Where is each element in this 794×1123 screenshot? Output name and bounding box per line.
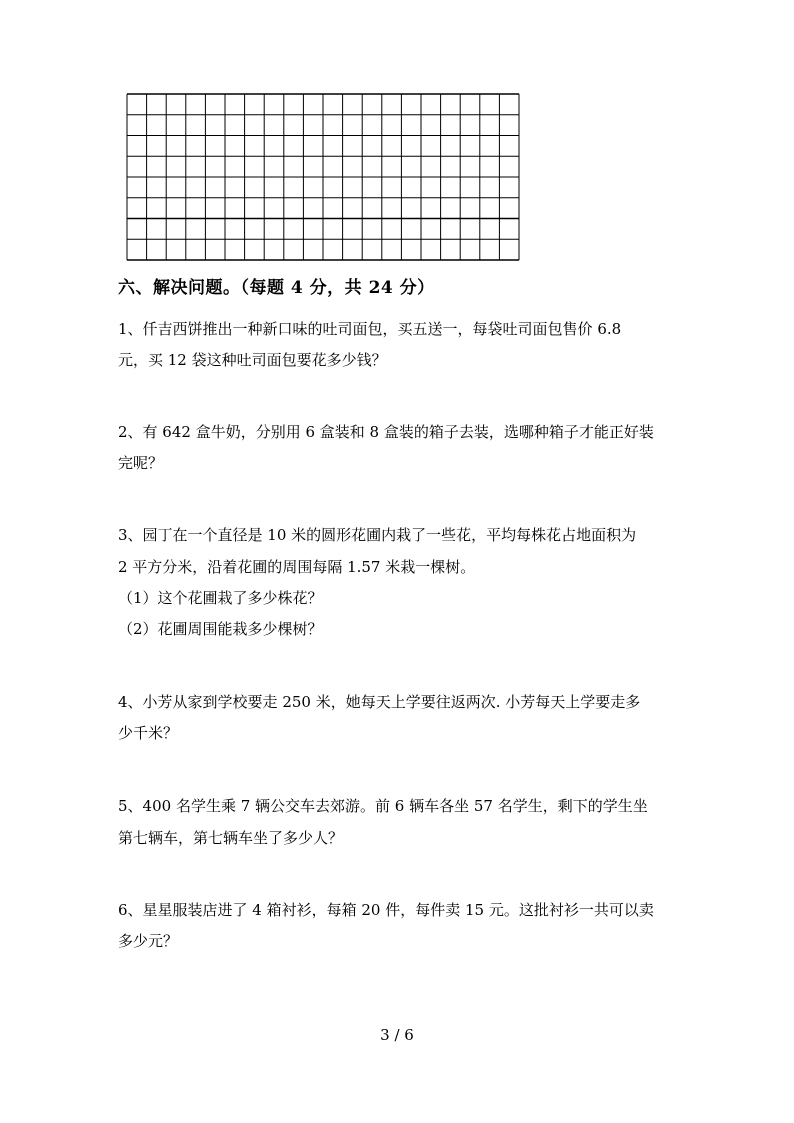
page-number: 3 / 6	[380, 1026, 414, 1044]
question-text-line: 第七辆车，第七辆车坐了多少人？	[118, 829, 344, 847]
question-text-line: 完呢？	[118, 454, 164, 472]
question-text-line: 元，买 12 袋这种吐司面包要花多少钱？	[118, 351, 387, 369]
question-text-line: 2 平方分米，沿着花圃的周围每隔 1.57 米栽一棵树。	[118, 558, 476, 576]
question-text-line: 3、园丁在一个直径是 10 米的圆形花圃内栽了一些花，平均每株花占地面积为	[118, 526, 637, 544]
section-title: 六、解决问题。（每题 4 分，共 24 分）	[118, 278, 435, 298]
question-text-line: 4、小芳从家到学校要走 250 米，她每天上学要往返两次. 小芳每天上学要走多	[118, 693, 641, 711]
question-text-line: 2、有 642 盒牛奶，分别用 6 盒装和 8 盒装的箱子去装，选哪种箱子才能正好装	[118, 423, 654, 441]
writing-grid	[126, 93, 522, 261]
subquestion-1: （1）这个花圃栽了多少株花？	[118, 589, 323, 607]
question-text-line: 5、400 名学生乘 7 辆公交车去郊游。前 6 辆车各坐 57 名学生，剩下的学生坐	[118, 797, 648, 815]
question-text-line: 1、仟吉西饼推出一种新口味的吐司面包，买五送一，每袋吐司面包售价 6.8	[118, 320, 622, 338]
question-text-line: 多少元？	[118, 932, 179, 950]
subquestion-2: （2）花圃周围能栽多少棵树？	[118, 620, 323, 638]
question-text-line: 少千米？	[118, 724, 179, 742]
question-text-line: 6、星星服装店进了 4 箱衬衫，每箱 20 件，每件卖 15 元。这批衬衫一共可以卖	[118, 901, 654, 919]
